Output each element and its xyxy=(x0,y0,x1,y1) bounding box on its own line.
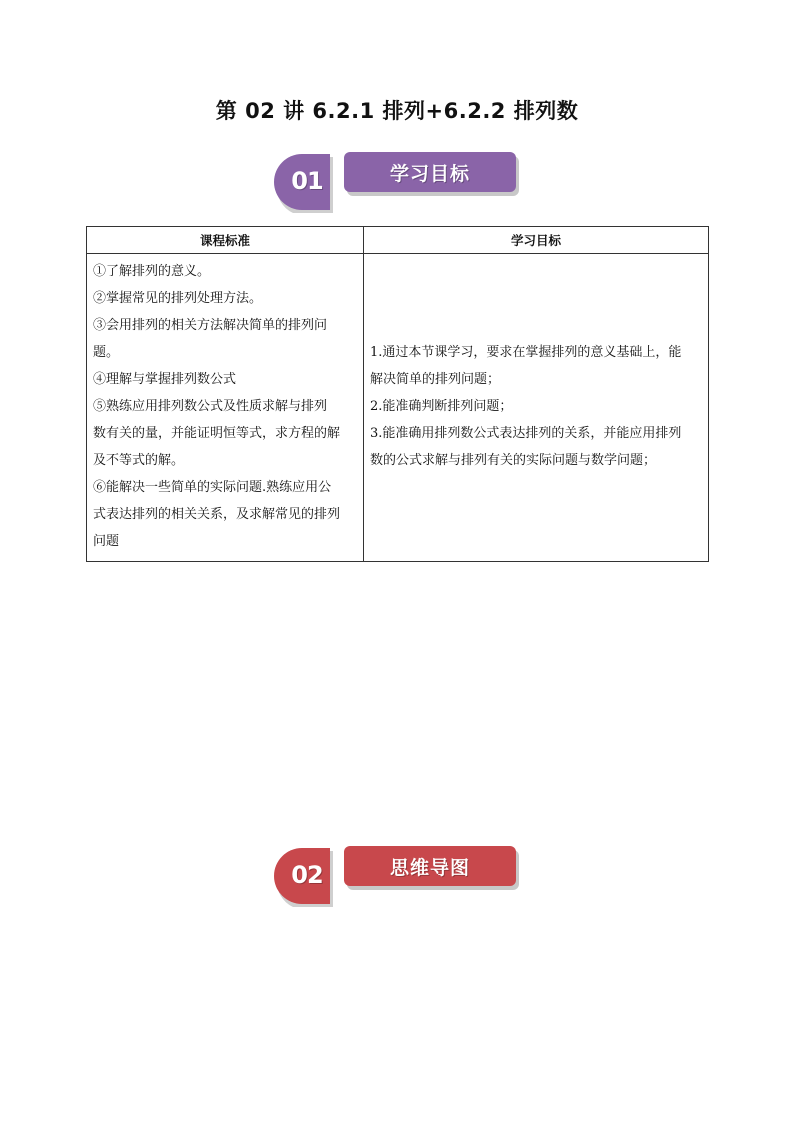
list-item: 解决简单的排列问题； xyxy=(370,372,501,387)
header-curriculum-standard: 课程标准 xyxy=(87,227,364,254)
list-item: 式表达排列的相关关系，及求解常见的排列 xyxy=(93,507,341,522)
list-item: 数的公式求解与排列有关的实际问题与数学问题； xyxy=(370,453,657,468)
section-number: 02 xyxy=(291,861,323,889)
list-item: ⑤熟练应用排列数公式及性质求解与排列 xyxy=(93,399,328,414)
section-number: 01 xyxy=(291,167,323,195)
list-item: 及不等式的解。 xyxy=(93,453,185,468)
list-item: 2.能准确判断排列问题； xyxy=(370,399,513,414)
section-header-learning-goals xyxy=(272,152,532,216)
list-item: ③会用排列的相关方法解决简单的排列问 xyxy=(93,318,328,333)
objectives-table xyxy=(86,226,709,562)
list-item: ②掌握常见的排列处理方法。 xyxy=(93,291,263,306)
list-item: ⑥能解决一些简单的实际问题.熟练应用公 xyxy=(93,480,332,495)
list-item: 数有关的量，并能证明恒等式，求方程的解 xyxy=(93,426,341,441)
table-row xyxy=(87,254,709,562)
learning-goals-cell xyxy=(364,254,709,562)
page-title: 第 02 讲 6.2.1 排列+6.2.2 排列数 xyxy=(215,99,579,123)
table-header-row xyxy=(87,227,709,254)
section-label: 思维导图 xyxy=(344,846,516,886)
list-item: 问题 xyxy=(93,534,120,549)
curriculum-standard-cell xyxy=(87,254,364,562)
section-label: 学习目标 xyxy=(344,152,516,192)
list-item: ①了解排列的意义。 xyxy=(93,264,211,279)
section-header-mind-map xyxy=(272,846,532,910)
list-item: 1.通过本节课学习，要求在掌握排列的意义基础上，能 xyxy=(370,345,682,360)
header-learning-goals: 学习目标 xyxy=(364,227,709,254)
list-item: ④理解与掌握排列数公式 xyxy=(93,372,237,387)
list-item: 3.能准确用排列数公式表达排列的关系，并能应用排列 xyxy=(370,426,682,441)
list-item: 题。 xyxy=(93,345,120,360)
